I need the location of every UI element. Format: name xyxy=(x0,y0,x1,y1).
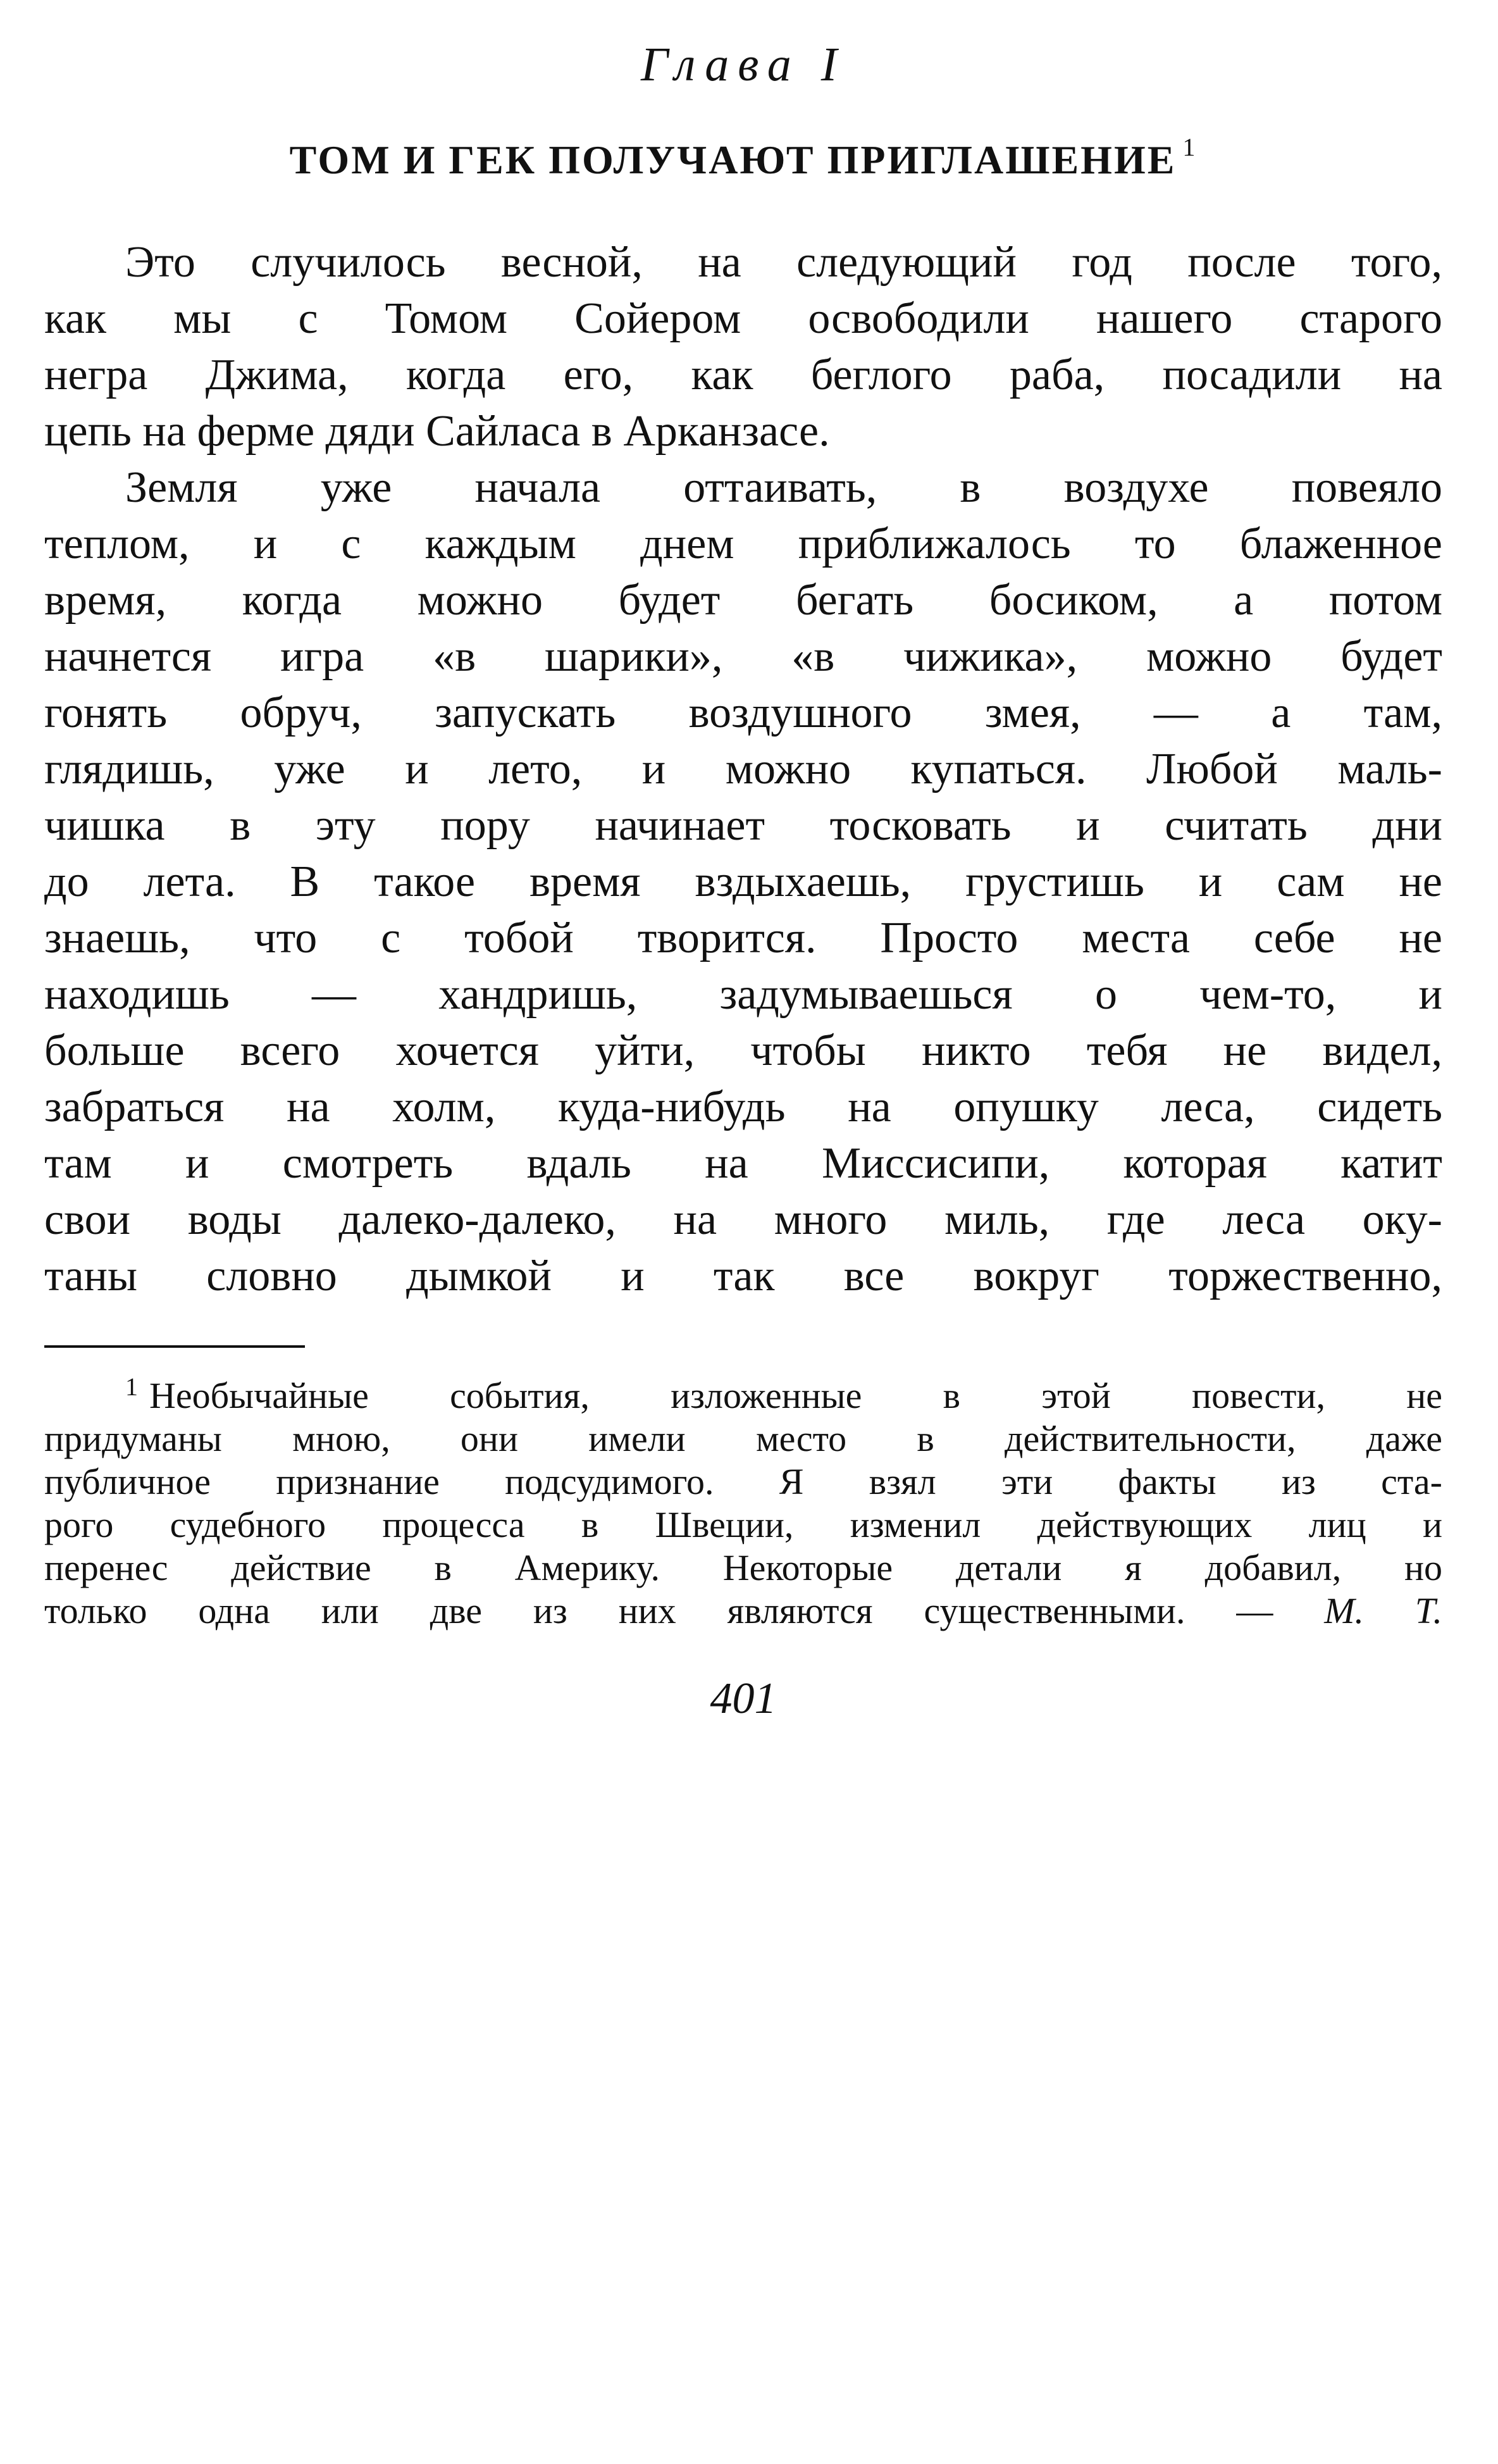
text-line: Это случилось весной, на следующий год после того, xyxy=(125,238,1442,287)
chapter-title-text: ТОМ И ГЕК ПОЛУЧАЮТ ПРИГЛАШЕНИЕ xyxy=(289,137,1177,182)
body-text xyxy=(44,234,1442,1304)
text-line: больше всего хочется уйти, чтобы никто тебя не видел, xyxy=(44,1026,1442,1075)
text-line: знаешь, что с тобой творится. Просто места себе не xyxy=(44,914,1442,962)
footnote-line xyxy=(44,1366,1442,1417)
paragraph-2 xyxy=(44,459,1442,1304)
text-line: до лета. В такое время вздыхаешь, грустишь и сам не xyxy=(44,857,1442,906)
chapter-label: Глава I xyxy=(640,38,846,91)
footnote-line: перенес действие в Америку. Некоторые детали я добавил, но xyxy=(44,1547,1442,1588)
text-line: там и смотреть вдаль на Миссисипи, которая катит xyxy=(44,1139,1442,1188)
footnote-line xyxy=(44,1590,1442,1633)
text-line: цепь на ферме дяди Сайласа в Арканзасе. xyxy=(44,407,830,456)
footnote-text: Необычайные события, изложенные в этой повести, не xyxy=(149,1375,1442,1416)
text-line: глядишь, уже и лето, и можно купаться. Любой маль- xyxy=(44,745,1442,793)
footnote-divider xyxy=(44,1345,305,1348)
text-line: чишка в эту пору начинает тосковать и считать дни xyxy=(44,801,1442,850)
text-line: таны словно дымкой и так все вокруг торжественно, xyxy=(44,1252,1442,1300)
text-line: Земля уже начала оттаивать, в воздухе повеяло xyxy=(125,463,1442,512)
text-line: как мы с Томом Сойером освободили нашего старого xyxy=(44,294,1442,343)
text-line: начнется игра «в шарики», «в чижика», можно будет xyxy=(44,632,1442,681)
text-line: негра Джима, когда его, как беглого раба, посадили на xyxy=(44,351,1442,399)
text-line: гонять обруч, запускать воздушного змея, — а там, xyxy=(44,688,1442,737)
text-line: время, когда можно будет бегать босиком, а потом xyxy=(44,576,1442,625)
paragraph-1 xyxy=(44,234,1442,459)
footnote-line: придуманы мною, они имели место в действительности, даже xyxy=(44,1418,1442,1459)
text-line: теплом, и с каждым днем приближалось то блаженное xyxy=(44,520,1442,568)
footnote-author: М. Т. xyxy=(1324,1590,1443,1631)
text-line: забраться на холм, куда-нибудь на опушку леса, сидеть xyxy=(44,1083,1442,1131)
footnote-line: публичное признание подсудимого. Я взял эти факты из ста- xyxy=(44,1461,1442,1502)
text-line: находишь — хандришь, задумываешься о чем-то, и xyxy=(44,970,1442,1019)
footnote-text: только одна или две из них являются существенными. — xyxy=(44,1590,1273,1631)
footnote-reference[interactable]: 1 xyxy=(1182,133,1198,161)
footnote xyxy=(44,1366,1442,1633)
footnote-line: рого судебного процесса в Швеции, изменил действующих лиц и xyxy=(44,1504,1442,1545)
text-line: свои воды далеко-далеко, на много миль, где леса оку- xyxy=(44,1195,1442,1244)
footnote-mark: 1 xyxy=(125,1372,138,1401)
page-number: 401 xyxy=(710,1674,777,1723)
chapter-title xyxy=(44,119,1442,189)
book-page xyxy=(44,0,1442,2464)
